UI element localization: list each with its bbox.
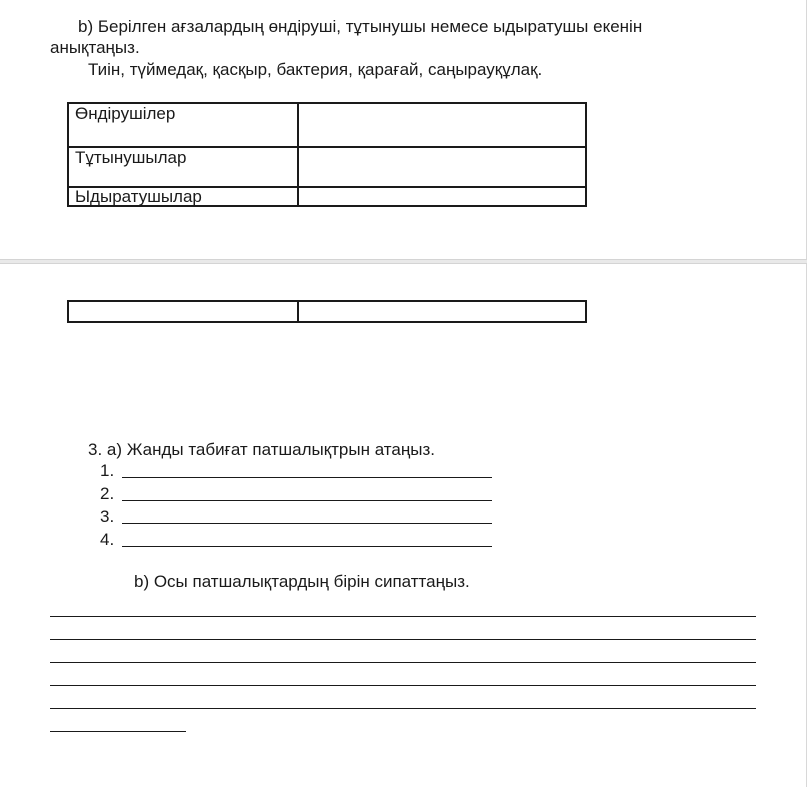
answer-blank[interactable] [122, 546, 492, 547]
task-b-instruction-cont: анықтаңыз. [50, 38, 140, 57]
answer-cell-consumers[interactable] [298, 147, 586, 187]
writing-line[interactable] [50, 639, 756, 640]
trophic-level-table [67, 102, 587, 207]
answer-blank[interactable] [122, 523, 492, 524]
empty-cell[interactable] [298, 301, 586, 322]
task-3-title: 3. а) Жанды табиғат патшалықтрын атаңыз. [88, 440, 435, 459]
table-continuation [67, 300, 587, 323]
kingdom-answer-line[interactable] [100, 484, 114, 504]
writing-line[interactable] [50, 731, 186, 732]
item-number: 3. [100, 507, 115, 526]
table-row [68, 147, 586, 187]
row-label-decomposers: Ыдыратушылар [68, 187, 298, 206]
table-row [68, 187, 586, 206]
kingdom-answer-line[interactable] [100, 507, 114, 527]
organism-list: Тиін, түймедақ, қасқыр, бактерия, қарағай, саңырауқұлақ. [88, 60, 543, 79]
writing-line[interactable] [50, 685, 756, 686]
answer-cell-decomposers[interactable] [298, 187, 586, 206]
answer-blank[interactable] [122, 477, 492, 478]
row-label-producers: Өндірушілер [68, 103, 298, 147]
item-number: 4. [100, 530, 115, 549]
task-3b-prompt: b) Осы патшалықтардың бірін сипаттаңыз. [134, 572, 470, 591]
item-number: 1. [100, 461, 115, 480]
page-break [0, 259, 807, 264]
table-row [68, 103, 586, 147]
kingdom-answer-line[interactable] [100, 461, 114, 481]
writing-line[interactable] [50, 616, 756, 617]
answer-cell-producers[interactable] [298, 103, 586, 147]
table-row [68, 301, 586, 322]
kingdom-answer-line[interactable] [100, 530, 114, 550]
writing-line[interactable] [50, 662, 756, 663]
item-number: 2. [100, 484, 115, 503]
empty-cell[interactable] [68, 301, 298, 322]
row-label-consumers: Тұтынушылар [68, 147, 298, 187]
writing-line[interactable] [50, 708, 756, 709]
task-b-instruction: b) Берілген ағзалардың өндіруші, тұтынушы немесе ыдыратушы екенін [78, 17, 643, 36]
answer-blank[interactable] [122, 500, 492, 501]
